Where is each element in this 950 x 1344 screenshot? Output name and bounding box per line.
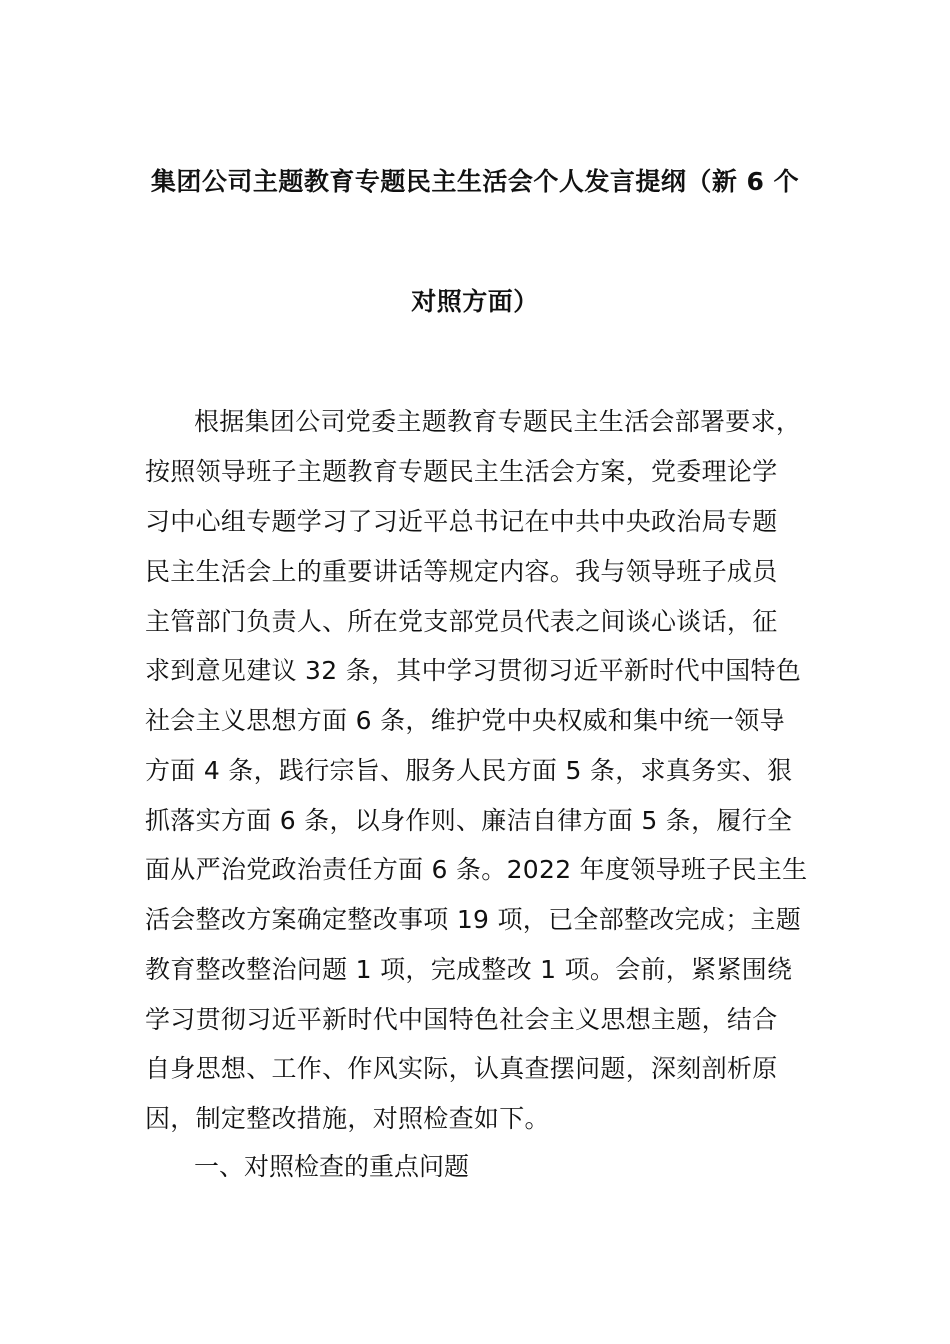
paragraph-line: 根据集团公司党委主题教育专题民主生活会部署要求， <box>194 407 802 436</box>
paragraph-line: 主管部门负责人、所在党支部党员代表之间谈心谈话，征 <box>145 607 778 636</box>
document-title-line-2: 对照方面） <box>411 287 539 316</box>
paragraph-line: 求到意见建议 32 条，其中学习贯彻习近平新时代中国特色 <box>145 656 802 685</box>
paragraph-line: 因，制定整改措施，对照检查如下。 <box>145 1104 550 1133</box>
paragraph-line: 学习贯彻习近平新时代中国特色社会主义思想主题，结合 <box>145 1005 778 1034</box>
paragraph-line: 抓落实方面 6 条，以身作则、廉洁自律方面 5 条，履行全 <box>145 806 793 835</box>
section-heading: 一、对照检查的重点问题 <box>194 1152 470 1181</box>
paragraph-line: 活会整改方案确定整改事项 19 项，已全部整改完成；主题 <box>145 905 802 934</box>
paragraph-line: 社会主义思想方面 6 条，维护党中央权威和集中统一领导 <box>145 706 785 735</box>
paragraph-line: 面从严治党政治责任方面 6 条。2022 年度领导班子民主生 <box>145 855 808 884</box>
paragraph-line: 方面 4 条，践行宗旨、服务人民方面 5 条，求真务实、狠 <box>145 756 793 785</box>
paragraph-line: 按照领导班子主题教育专题民主生活会方案，党委理论学 <box>145 457 778 486</box>
document-title-line-1: 集团公司主题教育专题民主生活会个人发言提纲（新 6 个 <box>150 167 800 196</box>
paragraph-line: 习中心组专题学习了习近平总书记在中共中央政治局专题 <box>145 507 778 536</box>
paragraph-line: 教育整改整治问题 1 项，完成整改 1 项。会前，紧紧围绕 <box>145 955 793 984</box>
paragraph-line: 自身思想、工作、作风实际，认真查摆问题，深刻剖析原 <box>145 1054 778 1083</box>
paragraph-line: 民主生活会上的重要讲话等规定内容。我与领导班子成员 <box>145 557 778 586</box>
